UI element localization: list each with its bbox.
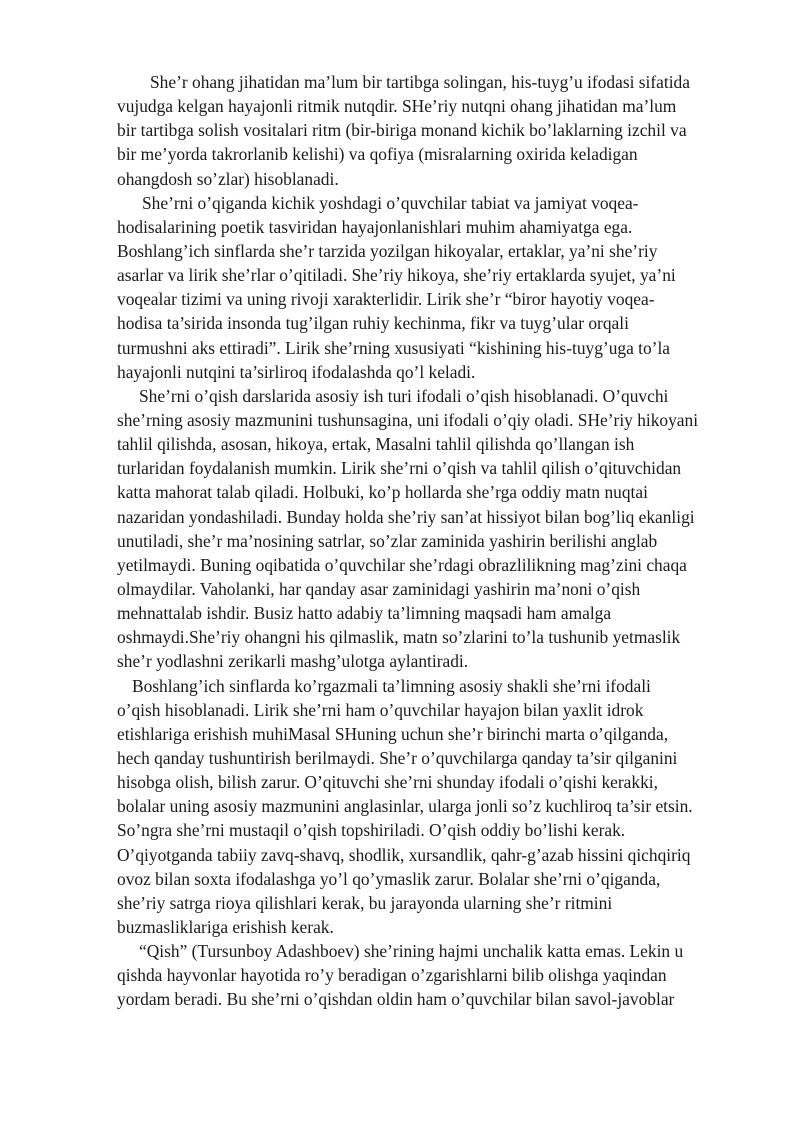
- text-line: vujudga kelgan hayajonli ritmik nutqdir. SHe’riy nutqni ohang jihatidan ma’lum: [117, 96, 677, 117]
- text-line: bolalar uning asosiy mazmunini anglasinlar, ularga jonli so’z kuchliroq ta’sir etsin.: [117, 796, 693, 817]
- text-line: katta mahorat talab qiladi. Holbuki, ko’p hollarda she’rga oddiy matn nuqtai: [117, 482, 648, 503]
- text-line: yetilmaydi. Buning oqibatida o’quvchilar she’rdagi obrazlilikning mag’zini chaqa: [117, 554, 687, 575]
- text-line: asarlar va lirik she’rlar o’qitiladi. She’riy hikoya, she’riy ertaklarda syujet, ya’ni: [117, 265, 676, 286]
- text-line: hech qanday tushuntirish berilmaydi. She’r o’quvchilarga qanday ta’sir qilganini: [117, 747, 678, 768]
- text-line: o’qish hisoblanadi. Lirik she’rni ham o’quvchilar hayajon bilan yaxlit idrok: [117, 699, 644, 720]
- text-line: ovoz bilan soxta ifodalashga yo’l qo’ymaslik zarur. Bolalar she’rni o’qiganda,: [117, 868, 661, 889]
- text-line: yordam beradi. Bu she’rni o’qishdan oldin ham o’quvchilar bilan savol-javoblar: [117, 989, 675, 1010]
- text-line: Boshlang’ich sinflarda she’r tarzida yozilgan hikoyalar, ertaklar, ya’ni she’riy: [117, 240, 658, 261]
- text-line: olmaydilar. Vaholanki, har qanday asar zaminidagi yashirin ma’noni o’qish: [117, 578, 641, 599]
- paragraph-4: [117, 674, 729, 940]
- text-line: turlaridan foydalanish mumkin. Lirik she’rni o’qish va tahlil qilish o’qituvchidan: [117, 458, 682, 479]
- text-line: nazaridan yondashiladi. Bunday holda she’riy san’at hissiyot bilan bog’liq ekanligi: [117, 506, 695, 527]
- text-line: hodisa ta’sirida insonda tug’ilgan ruhiy kechinma, fikr va tuyg’ular orqali: [117, 313, 629, 334]
- text-line: She’rni o’qish darslarida asosiy ish turi ifodali o’qish hisoblanadi. O’quvchi: [139, 385, 669, 406]
- paragraph-1: [117, 70, 729, 191]
- paragraph-5: [117, 939, 729, 1011]
- text-line: turmushni aks ettiradi”. Lirik she’rning xususiyati “kishining his-tuyg’uga to’la: [117, 337, 671, 358]
- text-line: mehnattalab ishdir. Busiz hatto adabiy ta’limning maqsadi ham amalga: [117, 603, 612, 624]
- text-line: hayajonli nutqini ta’sirliroq ifodalashda qo’l keladi.: [117, 361, 476, 382]
- text-line: etishlariga erishish muhiMasal SHuning uchun she’r birinchi marta o’qilganda,: [117, 723, 669, 744]
- text-line: qishda hayvonlar hayotida ro’y beradigan o’zgarishlarni bilib olishga yaqindan: [117, 965, 667, 986]
- text-line: She’r ohang jihatidan ma’lum bir tartibga solingan, his-tuyg’u ifodasi sifatida: [150, 72, 690, 92]
- text-line: hodisalarining poetik tasviridan hayajonlanishlari muhim ahamiyatga ega.: [117, 216, 633, 237]
- paragraph-2: [117, 191, 729, 384]
- text-line: “Qish” (Tursunboy Adashboev) she’rining hajmi unchalik katta emas. Lekin u: [139, 941, 684, 962]
- paragraph-3: [117, 384, 729, 674]
- text-line: she’riy satrga rioya qilishlari kerak, bu jarayonda ularning she’r ritmini: [117, 892, 613, 913]
- text-line: tahlil qilishda, asosan, hikoya, ertak, Masalni tahlil qilishda qo’llangan ish: [117, 434, 635, 455]
- text-line: Boshlang’ich sinflarda ko’rgazmali ta’limning asosiy shakli she’rni ifodali: [132, 675, 651, 696]
- text-line: She’rni o’qiganda kichik yoshdagi o’quvchilar tabiat va jamiyat voqea-: [142, 192, 639, 213]
- text-line: oshmaydi.She’riy ohangni his qilmaslik, matn so’zlarini to’la tushunib yetmaslik: [117, 627, 681, 648]
- document-body: [117, 70, 729, 1011]
- text-line: bir tartibga solish vositalari ritm (bir-biriga monand kichik bo’laklarning izchil va: [117, 120, 687, 141]
- text-line: voqealar tizimi va uning rivoji xarakterlidir. Lirik she’r “biror hayotiy voqea-: [117, 289, 655, 310]
- text-line: So’ngra she’rni mustaqil o’qish topshiriladi. O’qish oddiy bo’lishi kerak.: [117, 820, 626, 841]
- text-line: bir me’yorda takrorlanib kelishi) va qofiya (misralarning oxirida keladigan: [117, 144, 638, 165]
- text-line: ohangdosh so’zlar) hisoblanadi.: [117, 168, 339, 189]
- text-line: she’rning asosiy mazmunini tushunsagina, uni ifodali o’qiy oladi. SHe’riy hikoyani: [117, 409, 699, 430]
- text-line: O’qiyotganda tabiiy zavq-shavq, shodlik, xursandlik, qahr-g’azab hissini qichqiriq: [117, 844, 691, 865]
- text-line: hisobga olish, bilish zarur. O’qituvchi she’rni shunday ifodali o’qishi kerakki,: [117, 772, 658, 793]
- text-line: unutiladi, she’r ma’nosining satrlar, so’zlar zaminida yashirin berilishi anglab: [117, 530, 658, 551]
- text-line: buzmasliklariga erishish kerak.: [117, 916, 334, 937]
- text-line: she’r yodlashni zerikarli mashg’ulotga aylantiradi.: [117, 651, 469, 672]
